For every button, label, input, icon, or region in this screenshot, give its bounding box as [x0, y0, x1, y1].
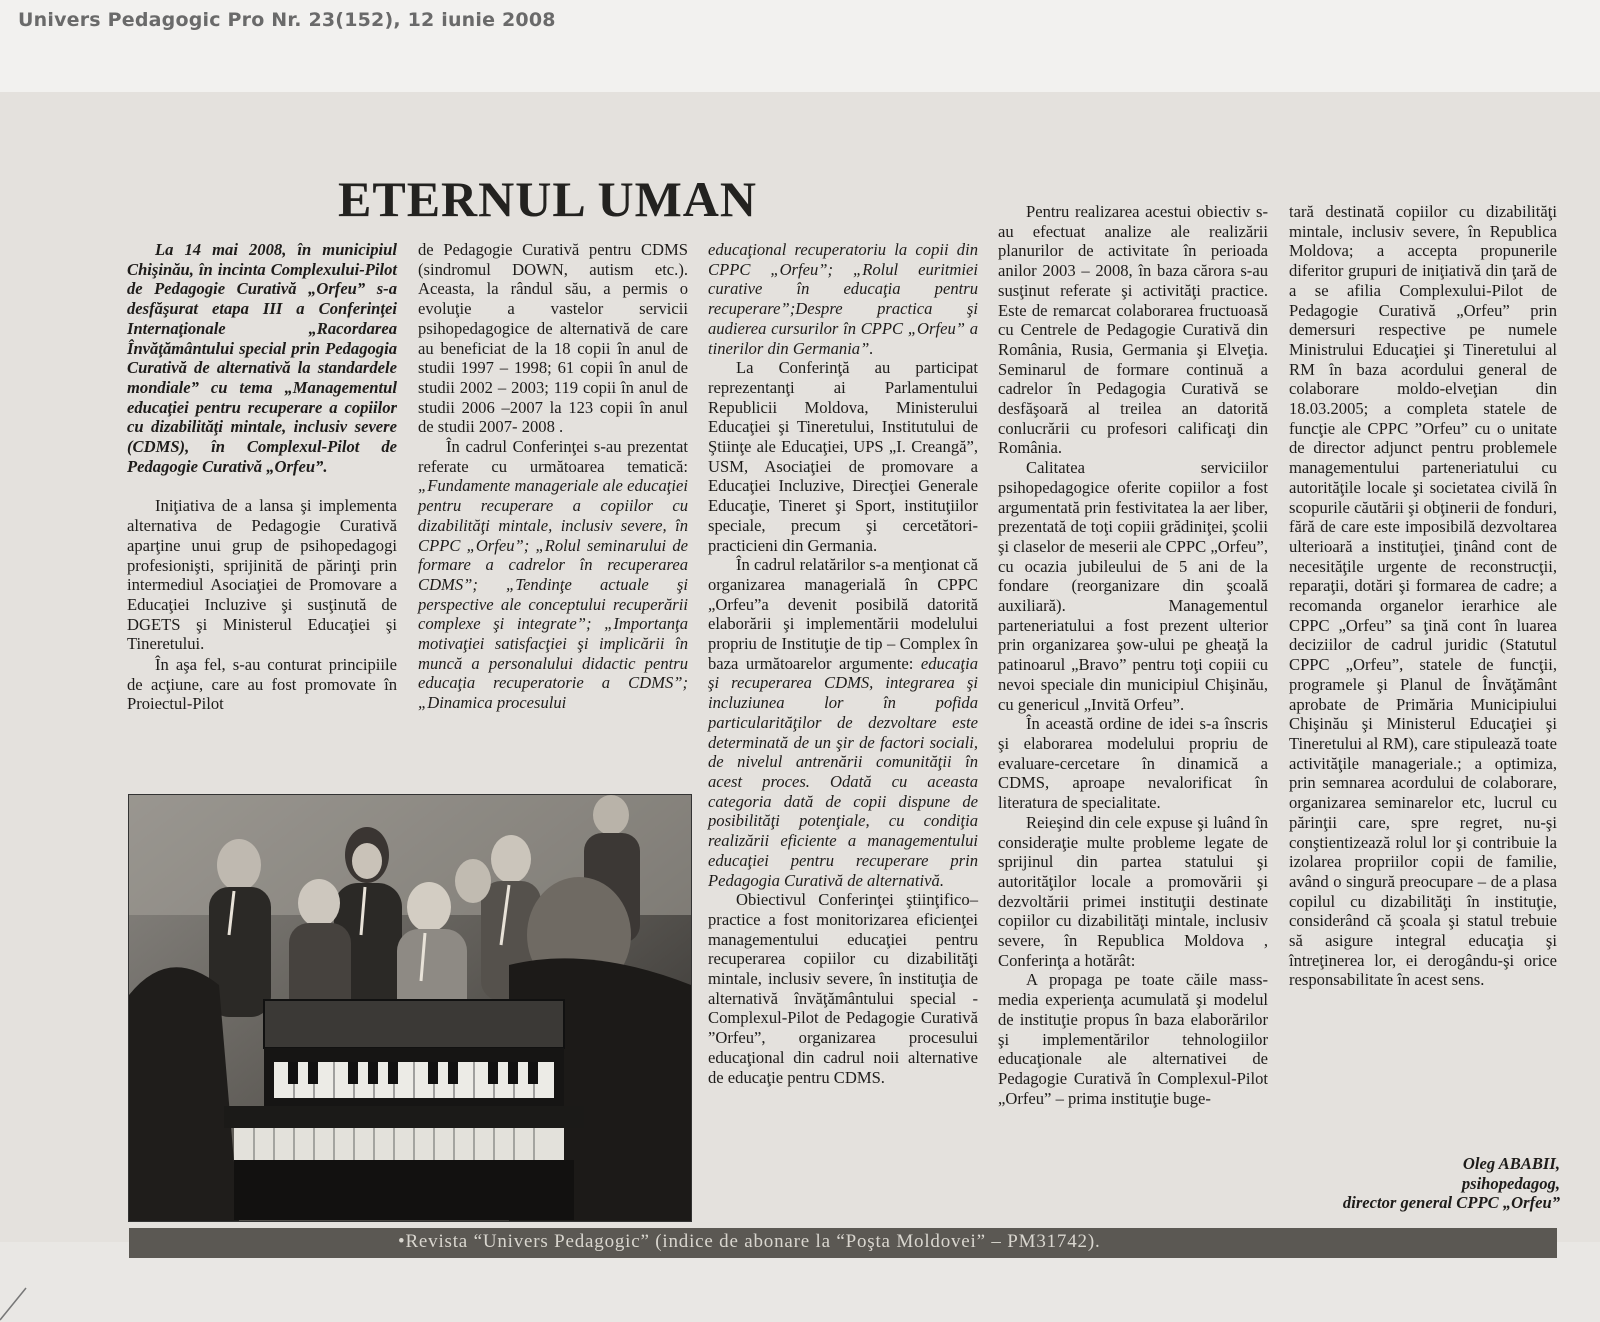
paragraph: de Pedagogie Curativă pentru CDMS (sindromul DOWN, autism etc.). Aceasta, la rândul său, a permis o evoluţie a vastelor servicii psihopedagogice de alternativă de care au beneficiat de la 18 copii în anul de studii 1997 – 1998; 61 copii în anul de studii 2002 – 2003; 119 copii în anul de studii 2006 –2007 la 123 copii în anul de studii 2007- 2008 . [418, 240, 688, 437]
paragraph: Obiectivul Conferinţei ştiinţifico–practice a fost monitorizarea eficienţei managementului educaţiei pentru recuperarea copiilor cu dizabilităţi mintale, inclusiv severe, în instituţia de alternativă învăţământului special - Complexul-Pilot de Pedagogie Curativă ”Orfeu”, organizarea procesului educaţional din cadrul noii alternative de educaţie pentru CDMS. [708, 890, 978, 1087]
paragraph-text: În cadrul relatărilor s-a menţionat că organizarea managerială în CPPC „Orfeu”a devenit posibilă datorită elaborării şi implementării modelului propriu de Instituţie de tip – Complex în baza următoarelor argumente: [708, 555, 978, 673]
paragraph: Iniţiativa de a lansa şi implementa alternativa de Pedagogie Curativă aparţine unui grup de psihopedagogi profesionişti, sprijinită de părinţi prin intermediul Asociaţiei de Promovare a Educaţiei Incluzive şi susţinută de DGETS şi Ministerul Educaţiei şi Tineretului. [127, 496, 397, 654]
running-header: Univers Pedagogic Pro Nr. 23(152), 12 iunie 2008 [18, 9, 556, 31]
article-signature [1240, 1154, 1560, 1213]
newspaper-clipping [0, 92, 1600, 1252]
article-headline: ETERNUL UMAN [338, 171, 757, 227]
paragraph: La Conferinţă au participat reprezentanţi ai Parlamentului Republicii Moldova, Ministerului Educaţiei şi Tineretului, Institutului de Ştiinţe ale Educaţiei, UPS „I. Creangă”, USM, Asociaţiei de promovare a Educaţiei Incluzive, Direcţiei Generale Educaţie, Tineret şi Sport, instituţiilor speciale, precum şi cercetători-practicieni din Germania. [708, 358, 978, 555]
article-column-3 [708, 240, 978, 1087]
paragraph: educaţional recuperatoriu la copii din CPPC „Orfeu”; „Rolul euritmiei curative în educaţia pentru recuperare”;Despre practica şi audierea cursurilor în CPPC „Orfeu” a tinerilor din Germania”. [708, 240, 978, 358]
paragraph: tară destinată copiilor cu dizabilităţi mintale, inclusiv severe, în Republica Moldova; a accepta propunerile diferitor grupuri de iniţiativă din ţară de a se afilia Complexului-Pilot de Pedagogie Curativă „Orfeu” prin demersuri respective pe numele Ministrului Educaţiei şi Tineretului al RM în baza acordului general de colaborare moldo-elveţian din 18.03.2005; a completa statele de funcţie ale CPPC ”Orfeu” cu o unitate de director adjunct pentru problemele managementului parteneriatului cu autorităţile locale şi societatea civilă în scopurile căutării şi obţinerii de fonduri, fără de care este imposibilă dezvoltarea ulterioară a instituţiei, ţinând cont de necesităţile urgente de reconstrucţii, reparaţii, dotări şi formarea de cadre; a recomanda organelor ierarhice ale CPPC „Orfeu” sa ţină cont în luarea deciziilor de cadrul juridic (Statutul CPPC „Orfeu”, statele de funcţii, programele şi Planul de Învăţământ aprobate de Primăria Municipiului Chişinău şi Ministerul Educaţiei şi Tineretului al RM), care stipulează toate activităţile manageriale.; a optimiza, prin semnarea acordului de colaborare, organizarea seminarelor etc, lucrul cu părinţii care, spre regret, nu-şi conştientizează rolul lor şi contribuie la izolarea propriilor copii de familie, având o singură preocupare – de a plasa copilul cu dizabilităţi în instituţie, considerând că şcoala şi statul trebuie să asigure integral educaţia şi întreţinerea lor, ei derogându-şi orice responsabilitate în acest sens. [1289, 202, 1557, 990]
paragraph: Reieşind din cele expuse şi luând în consideraţie multe probleme legate de sprijinul din partea statului şi autorităţilor locale a promovării şi dezvoltării primei instituţii destinate copiilor cu dizabilităţi mintale, inclusiv severe, în Republica Moldova , Conferinţa a hotărât: [998, 812, 1268, 970]
photo-illustration [129, 795, 691, 1221]
article-column-4 [998, 202, 1268, 1108]
paragraph-text: În cadrul Conferinţei s-au prezentat referate cu următoarea tematică: [418, 437, 688, 476]
paragraph: În această ordine de idei s-a înscris şi elaborarea modelului propriu de evaluare-cercetare în dinamică a CDMS, aproape nevalorificat în literatura de specialitate. [998, 714, 1268, 813]
scan-fold-mark [0, 1282, 40, 1322]
author-position: director general CPPC „Orfeu” [1342, 1193, 1560, 1213]
paragraph: Pentru realizarea acestui obiectiv s-au efectuat analize ale realizării planurilor de activitate în perioada anilor 2003 – 2008, în baza cărora s-au susţinut referate şi activităţi practice. Este de remarcat colaborarea fructuoasă cu Centrele de Pedagogie Curativă din România, Rusia, Germania şi Elveţia. Seminarul de formare continuă a cadrelor în Pedagogia Curativă se desfăşoară al treilea an datorită conlucrării cu profesori calificaţi din România. [998, 202, 1268, 458]
paragraph-italic-text: educaţia şi recuperarea CDMS, integrarea şi incluziunea lor în pofida particularităţilor de dezvoltare este determinată de un şir de factori sociali, de nivelul antrenării comunităţii în acest proces. Odată cu aceasta categoria dată de copii dispune de posibilităţi potenţiale, cu condiţia realizării eficiente a managementului educaţiei pentru recuperare prin Pedagogia Curativă de alternativă. [708, 653, 978, 890]
article-column-1 [127, 240, 397, 714]
paragraph-italic-text: „Fundamente manageriale ale educaţiei pentru recuperare a copiilor cu dizabilităţi mintale, inclusiv severe, în CPPC „Orfeu”; „Rolul seminarului de formare a cadrelor în recuperarea CDMS”; „Tendinţe actuale şi perspective ale conceptului recuperării complexe şi integrate”; „Importanţa motivaţiei satisfacţiei şi implicării în muncă a personalului didactic pentru educaţia recuperatorie a CDMS”; „Dinamica procesului [418, 476, 688, 713]
author-role: psihopedagog, [1461, 1173, 1560, 1193]
paragraph: În aşa fel, s-au conturat principiile de acţiune, care au fost promovate în Proiectul-Pilot [127, 655, 397, 714]
footer-subscription-note: •Revista “Univers Pedagogic” (indice de abonare la “Poşta Moldovei” – PM31742). [398, 1231, 1101, 1252]
paragraph [418, 437, 688, 713]
author-name: Oleg ABABII, [1462, 1154, 1560, 1173]
article-photo [128, 794, 692, 1222]
article-column-2 [418, 240, 688, 713]
article-column-5 [1289, 202, 1557, 990]
paragraph: A propaga pe toate căile mass-media experienţa acumulată şi modelul de instituţie propus în baza elaborărilor şi implementărilor tehnologiilor educaţionale ale alternativei de Pedagogie Curativă în Complexul-Pilot „Orfeu” – prima instituţie buge- [998, 970, 1268, 1108]
article-lead: La 14 mai 2008, în municipiul Chişinău, în incinta Complexului-Pilot de Pedagogie Curativă „Orfeu” s-a desfăşurat etapa III a Conferinţei Internaţionale „Racordarea Învăţământului special prin Pedagogia Curativă de alternativă la standardele mondiale” cu tema „Managementul educaţiei pentru recuperare a copiilor cu dizabilităţi mintale, inclusiv severe (CDMS), în Complexul-Pilot de Pedagogie Curativă „Orfeu”. [127, 240, 397, 476]
paragraph [708, 555, 978, 890]
paragraph: Calitatea serviciilor psihopedagogice oferite copiilor a fost argumentată prin festivitatea la aer liber, prezentată de toţi copiii grădiniţei, şcolii şi claselor de meserii ale CPPC „Orfeu”, cu ocazia jubileului de 5 ani de la fondare (reorganizare din şcoală auxiliară). Managementul parteneriatului a fost prezent ulterior prin organizarea şow-ului pe gheaţă la patinoarul „Bravo” pentru toţi copiii cu nevoi speciale din municipiul Chişinău, cu genericul „Invită Orfeu”. [998, 458, 1268, 714]
